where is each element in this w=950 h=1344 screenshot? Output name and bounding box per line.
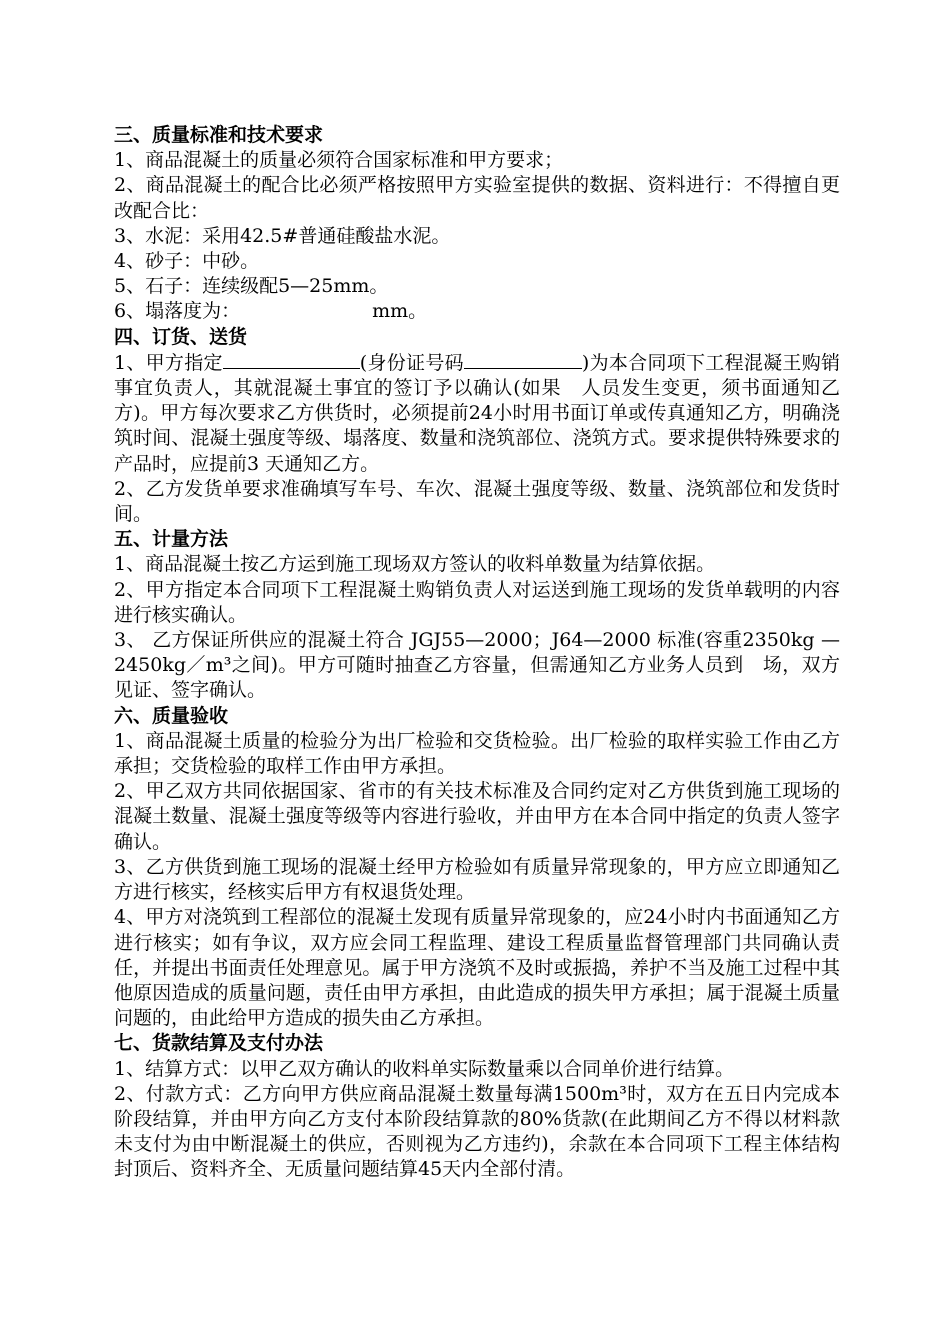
section-6-item-4: 4、甲方对浇筑到工程部位的混凝土发现有质量异常现象的，应24小时内书面通知乙方进行核实；如有争议，双方应会同工程监理、建设工程质量监督管理部门共同确认责任，并提出书面责任处理意见。属于甲方浇筑不及时或振捣，养护不当及施工过程中其他原因造成的质量问题，责任由甲方承担，由此造成的损失甲方承担；属于混凝土质量问题的，由此给甲方造成的损失由乙方承担。 bbox=[114, 906, 840, 1030]
section-5-item-1: 1、商品混凝土按乙方运到施工现场双方签认的收料单数量为结算依据。 bbox=[114, 553, 716, 576]
section-5-item-2: 2、甲方指定本合同项下工程混凝土购销负责人对运送到施工现场的发货单载明的内容进行核实确认。 bbox=[114, 578, 840, 626]
id-number-label: (身份证号码 bbox=[359, 351, 464, 374]
section-4-item-1-body: )为本合同项下工程混凝王购销事宜负责人，其就混凝土事宜的签订予以确认(如果 人员发生变更，须书面通知乙方)。甲方每次要求乙方供货时，必须提前24小时用书面订单或传真通知乙方，明确浇筑时间、混凝土强度等级、塌落度、数量和浇筑部位、浇筑方式。要求提供特殊要求的产品时，应提前3 天通知乙方。 bbox=[114, 351, 840, 475]
section-7-item-2: 2、付款方式：乙方向甲方供应商品混凝土数量每满1500m³时，双方在五日内完成本阶段结算，并由甲方向乙方支付本阶段结算款的80%货款(在此期间乙方不得以材料款未支付为由中断混凝土的供应，否则视为乙方违约)，余款在本合同项下工程主体结构封顶后、资料齐全、无质量问题结算45天内全部付清。 bbox=[114, 1082, 840, 1181]
section-7-heading: 七、货款结算及支付办法 bbox=[114, 1032, 324, 1055]
section-6-item-1: 1、商品混凝土质量的检验分为出厂检验和交货检验。出厂检验的取样实验工作由乙方承担；交货检验的取样工作由甲方承担。 bbox=[114, 729, 840, 778]
designate-label: 1、甲方指定 bbox=[114, 351, 223, 374]
section-7-item-1: 1、结算方式：以甲乙双方确认的收料单实际数量乘以合同单价进行结算。 bbox=[114, 1057, 735, 1080]
slump-unit: mm。 bbox=[372, 300, 428, 323]
section-3-item-5: 5、石子：连续级配5—25mm。 bbox=[114, 275, 389, 298]
id-number-blank bbox=[464, 350, 582, 369]
section-4-item-1 bbox=[114, 350, 840, 477]
section-6-heading: 六、质量验收 bbox=[114, 704, 229, 727]
section-3-item-6 bbox=[114, 299, 840, 324]
section-6-item-3: 3、乙方供货到施工现场的混凝土经甲方检验如有质量异常现象的，甲方应立即通知乙方进行核实，经核实后甲方有权退货处理。 bbox=[114, 855, 840, 904]
section-3-item-3: 3、水泥：采用42.5#普通硅酸盐水泥。 bbox=[114, 224, 451, 247]
section-3-item-1: 1、商品混凝土的质量必须符合国家标准和甲方要求； bbox=[114, 149, 564, 172]
section-5-item-3: 3、 乙方保证所供应的混凝土符合 JGJ55—2000；J64—2000 标准(容重2350kg —2450kg／m³之间)。甲方可随时抽查乙方容量，但需通知乙方业务人员到 场，双方见证、签字确认。 bbox=[114, 629, 840, 702]
section-5-heading: 五、计量方法 bbox=[114, 528, 229, 551]
section-3-heading: 三、质量标准和技术要求 bbox=[114, 124, 324, 146]
section-4-heading: 四、订货、送货 bbox=[114, 325, 248, 348]
section-3-item-4: 4、砂子：中砂。 bbox=[114, 250, 260, 273]
responsible-person-blank bbox=[223, 350, 360, 369]
document-page bbox=[114, 123, 840, 1183]
section-3-item-2: 2、商品混凝土的配合比必须严格按照甲方实验室提供的数据、资料进行：不得擅自更改配合比： bbox=[114, 174, 840, 222]
section-4-item-2: 2、乙方发货单要求准确填写车号、车次、混凝土强度等级、数量、浇筑部位和发货时间。 bbox=[114, 477, 840, 526]
section-6-item-2: 2、甲乙双方共同依据国家、省市的有关技术标准及合同约定对乙方供货到施工现场的混凝土数量、混凝土强度等级等内容进行验收，并由甲方在本合同中指定的负责人签字确认。 bbox=[114, 780, 840, 853]
slump-label: 6、塌落度为： bbox=[114, 300, 241, 323]
